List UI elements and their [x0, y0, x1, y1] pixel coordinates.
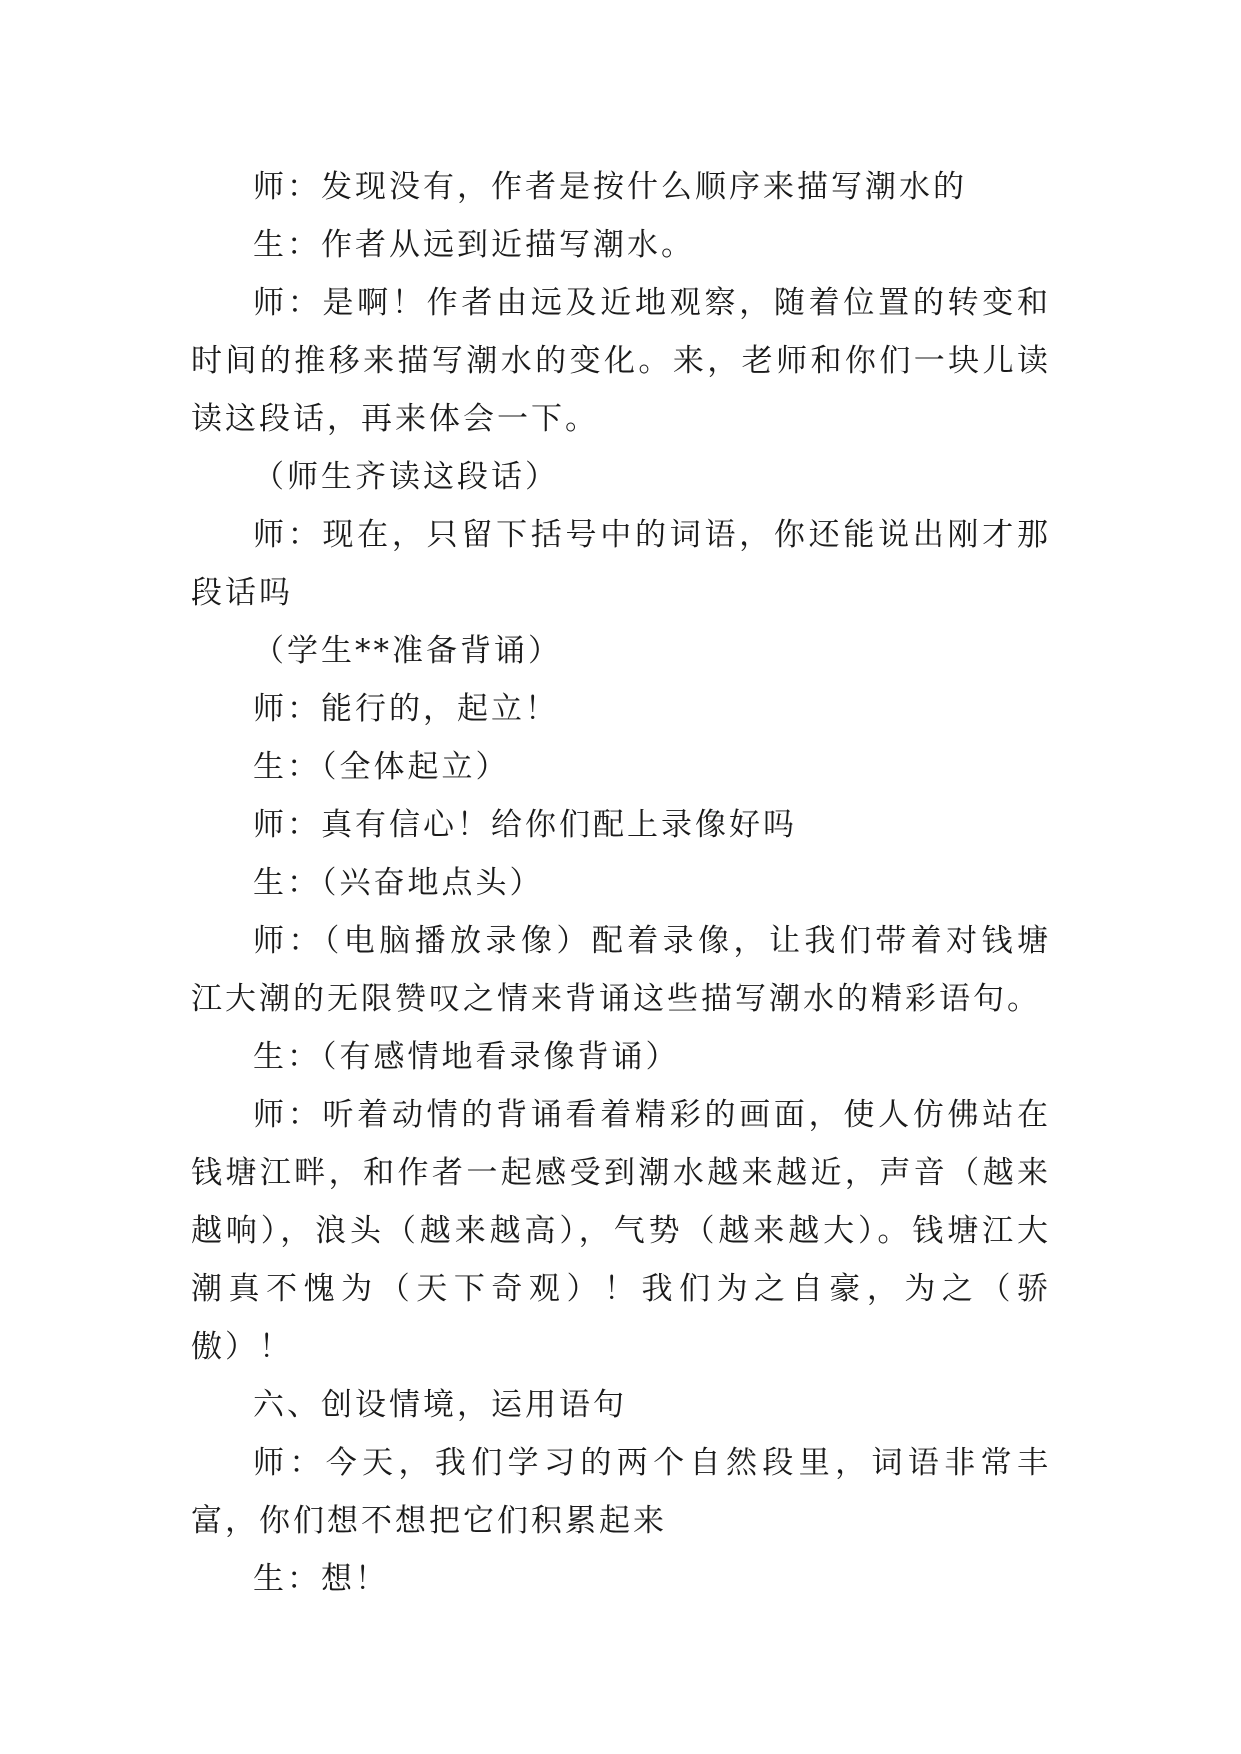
paragraph: 师：（电脑播放录像）配着录像，让我们带着对钱塘江大潮的无限赞叹之情来背诵这些描写潮水的精彩语句。: [191, 923, 1051, 1017]
paragraph: 生：作者从远到近描写潮水。: [253, 227, 695, 263]
paragraph: 师：发现没有，作者是按什么顺序来描写潮水的: [253, 169, 967, 205]
paragraph: 生：（有感情地看录像背诵）: [253, 1039, 680, 1075]
paragraph: 师：听着动情的背诵看着精彩的画面，使人仿佛站在钱塘江畔，和作者一起感受到潮水越来越近，声音（越来越响），浪头（越来越高），气势（越来越大）。钱塘江大潮真不愧为（天下奇观）！我们为之自豪，为之（骄傲）！: [191, 1097, 1051, 1365]
paragraph: 生：想！: [253, 1561, 389, 1597]
paragraph: 师：今天，我们学习的两个自然段里，词语非常丰富，你们想不想把它们积累起来: [191, 1445, 1051, 1539]
document-body: [191, 158, 1051, 1608]
paragraph: 师：能行的，起立！: [253, 691, 559, 727]
paragraph: 生：（兴奋地点头）: [253, 865, 544, 901]
section-heading: 六、创设情境，运用语句: [253, 1387, 627, 1423]
paragraph: （学生**准备背诵）: [253, 633, 562, 669]
paragraph: 生：（全体起立）: [253, 749, 510, 785]
paragraph: 师：现在，只留下括号中的词语，你还能说出刚才那段话吗: [191, 517, 1051, 611]
paragraph: 师：真有信心！给你们配上录像好吗: [253, 807, 797, 843]
paragraph: 师：是啊！作者由远及近地观察，随着位置的转变和时间的推移来描写潮水的变化。来，老师和你们一块儿读读这段话，再来体会一下。: [191, 285, 1051, 437]
paragraph: （师生齐读这段话）: [253, 459, 559, 495]
